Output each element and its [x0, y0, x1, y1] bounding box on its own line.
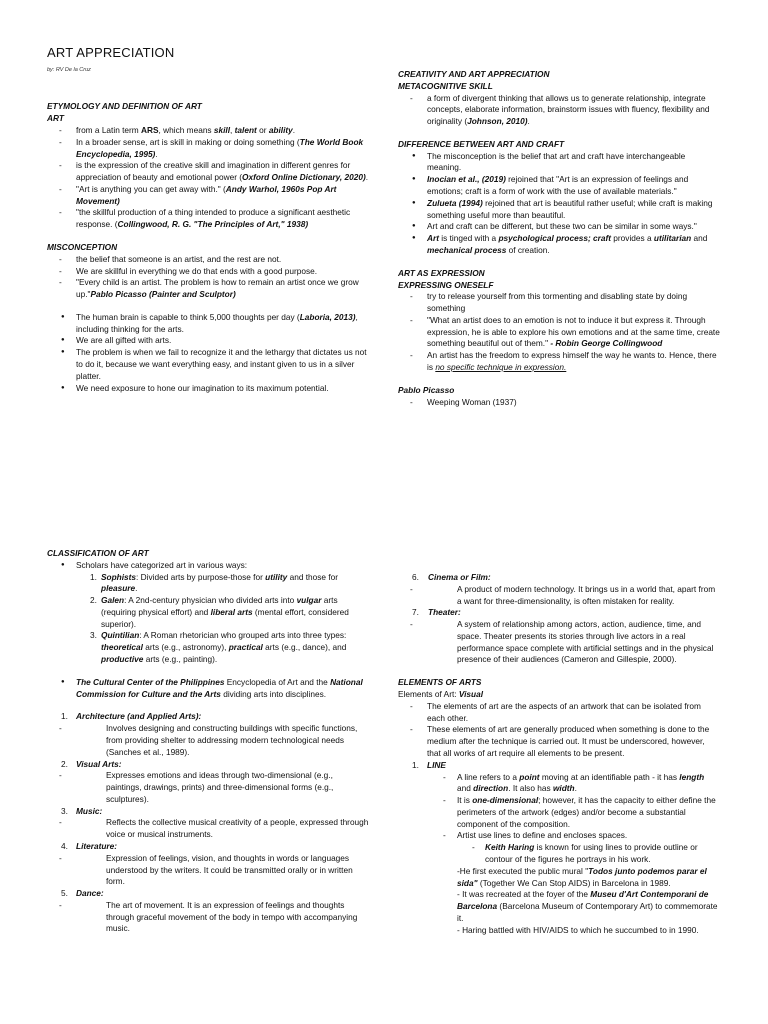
list-item: 2. Galen: A 2nd-century physician who divided arts into vulgar arts (requiring physical effort) and liberal arts (mental effort, considered superior). — [90, 595, 349, 629]
list-item: - "What an artist does to an emotion is not to induce it but express it. Through expression, he is able to explore his own emotions and at the same time, create something beautiful out of them." - Robin George Collingwood — [398, 315, 720, 350]
picasso-list — [398, 397, 720, 409]
list-item: - A line refers to a point moving at an identifiable path - it has length and direction. It also has width. — [398, 772, 720, 796]
difference-heading: DIFFERENCE BETWEEN ART AND CRAFT — [398, 138, 565, 149]
list-item: ● The human brain is capable to think 5,000 thoughts per day (Laboria, 2013), including thinking for the arts. — [47, 312, 369, 336]
discipline-music: 3. Music: - Reflects the collective musical creativity of a people, expressed through voice or musical instruments. — [47, 806, 369, 841]
list-item: - In a broader sense, art is skill in making or doing something (The World Book Encyclopedia, 1995). — [47, 137, 369, 161]
list-item: - try to release yourself from this tormenting and disabling state by doing something — [398, 291, 720, 315]
disciplines-list-continued — [398, 572, 720, 666]
right-column-bottom — [398, 572, 720, 936]
element-line-list — [398, 760, 720, 772]
list-item: - "the skillful production of a thing intended to produce a significant aesthetic response. (Collingwood, R. G. "The Principles of Art," 1938) — [47, 207, 369, 231]
right-column-top — [398, 69, 720, 408]
haring-note-1: -He first executed the public mural "Todos junto podemos parar el sida" (Together We Can Stop AIDS) in Barcelona in 1989. — [457, 865, 707, 888]
haring-list — [398, 842, 720, 866]
list-item: ● We need exposure to hone our imagination to its maximum potential. — [47, 383, 369, 395]
haring-note-2: - It was recreated at the foyer of the Museu d'Art Contemporani de Barcelona (Barcelona Museum of Contemporary Art) to commemorate it. — [457, 889, 718, 923]
byline: by: RV De la Cruz — [47, 66, 91, 73]
scholars-list — [47, 572, 369, 666]
list-item: 1. Sophists: Divided arts by purpose-those for utility and those for pleasure. — [90, 571, 339, 594]
list-item: ● We are all gifted with arts. — [47, 335, 369, 347]
classification-heading: CLASSIFICATION OF ART — [47, 548, 149, 558]
misconception-dash-list — [47, 254, 369, 301]
discipline-dance: 5. Dance: - The art of movement. It is an expression of feelings and thoughts through graceful movement of the body in tempo with accompanying music. — [47, 888, 369, 935]
list-item: - Involves designing and constructing buildings with specific functions, from providing shelter to addressing modern technological needs (Sanches et al., 1989). — [47, 723, 369, 758]
list-item: - "Art is anything you can get away with." (Andy Warhol, 1960s Pop Art Movement) — [47, 184, 369, 208]
left-column-bottom — [47, 548, 369, 935]
list-item: ● The misconception is the belief that art and craft have interchangeable meaning. — [398, 151, 720, 175]
creativity-list — [398, 93, 720, 128]
picasso-heading: Pablo Picasso — [398, 384, 455, 395]
list-item: - is the expression of the creative skill and imagination in different genres for appreciation of beauty and emotional power (Oxford Online Dictionary, 2020). — [47, 160, 369, 184]
list-item: ● Zulueta (1994) rejoined that art is beautiful rather useful; while craft is making something useful more than beautiful. — [398, 198, 720, 222]
list-item: - The elements of art are the aspects of an artwork that can be isolated from each other. — [398, 701, 720, 725]
page-title: ART APPRECIATION — [47, 45, 175, 60]
discipline-theater: 7. Theater: - A system of relationship among actors, action, audience, time, and space. Theater presents its stories through live actors in a real performance space complete with artificial settings and in the physical presence of their audiences (Cameron and Gillespie, 2000). — [398, 607, 720, 666]
elements-heading: ELEMENTS OF ARTS — [398, 677, 482, 688]
list-item: - Expression of feelings, vision, and thoughts in words or languages understood by the writers. It could be transmitted orally or in written form. — [47, 853, 369, 888]
expressing-oneself-subheading: EXPRESSING ONESELF — [398, 279, 494, 290]
discipline-visual-arts: 2. Visual Arts: - Expresses emotions and ideas through two-dimensional (e.g., paintings, drawings, prints) and three-dimensional forms (e.g., sculptures). — [47, 759, 369, 806]
disciplines-list — [47, 711, 369, 935]
misconception-bullet-list — [47, 312, 369, 394]
art-subheading: ART — [47, 113, 64, 124]
discipline-architecture: 1. Architecture (and Applied Arts): - Involves designing and constructing buildings with specific functions, from providing shelter to addressing modern technological needs (Sanches et al., 1989). — [47, 711, 369, 758]
list-item: ● Art and craft can be different, but these two can be similar in some ways." — [398, 221, 720, 233]
list-item: ● Scholars have categorized art in various ways: — [47, 560, 369, 572]
element-line: 1. LINE — [412, 759, 446, 770]
list-item: - A system of relationship among actors, action, audience, time, and space. Theater presents its stories through live actors in a real performance space complete with artificial settings and in the physical presence of their audiences (Cameron and Gillespie, 2000). — [398, 619, 720, 666]
etymology-heading: ETYMOLOGY AND DEFINITION OF ART — [47, 101, 202, 112]
list-item: - Expresses emotions and ideas through two-dimensional (e.g., paintings, drawings, prints) and three-dimensional forms (e.g., sculptures). — [47, 770, 369, 805]
haring-note-3: - Haring battled with HIV/AIDS to which he succumbed to in 1990. — [457, 924, 699, 935]
list-item: - Reflects the collective musical creativity of a people, expressed through voice or musical instruments. — [47, 817, 369, 841]
line-details-list — [398, 772, 720, 843]
list-item: - the belief that someone is an artist, and the rest are not. — [47, 254, 369, 266]
elements-list — [398, 701, 720, 760]
classification-intro-list — [47, 560, 369, 572]
etymology-list — [47, 125, 369, 231]
list-item: - Weeping Woman (1937) — [398, 397, 720, 409]
list-item: - "Every child is an artist. The problem is how to remain an artist once we grow up."Pablo Picasso (Painter and Sculptor) — [47, 277, 369, 301]
list-item: ● Inocian et al., (2019) rejoined that "Art is an expression of feelings and emotions; craft is a form of work with the use of available materials." — [398, 174, 720, 198]
discipline-cinema: 6. Cinema or Film: - A product of modern technology. It brings us in a world that, apart from a want for three-dimensionality, is often mistaken for reality. — [398, 572, 720, 607]
list-item: ● Art is tinged with a psychological process; craft provides a utilitarian and mechanical process of creation. — [398, 233, 720, 257]
list-item: ● The problem is when we fail to recognize it and the lethargy that dictates us not to do it, because we want everything easy, and instant given to us in a silver platter. — [47, 347, 369, 382]
list-item: - Artist use lines to define and encloses spaces. — [398, 830, 720, 842]
list-item: - a form of divergent thinking that allows us to generate relationship, integrate concepts, elaborate information, brainstorm issues with fluency, flexibility and originality (Johnson, 2010). — [398, 93, 720, 128]
list-item: - The art of movement. It is an expression of feelings and thoughts through graceful movement of the body in tempo with accompanying music. — [47, 900, 369, 935]
list-item: - Keith Haring is known for using lines to provide outline or contour of the figures he portrays in his work. — [398, 842, 720, 866]
list-item: - A product of modern technology. It brings us in a world that, apart from a want for three-dimensionality, is often mistaken for reality. — [398, 584, 720, 608]
misconception-heading: MISCONCEPTION — [47, 241, 118, 252]
expression-list — [398, 291, 720, 373]
list-item: - It is one-dimensional; however, it has the capacity to either define the perimeters of the artwork (edges) and/or become a substantial component of the composition. — [398, 795, 720, 830]
creativity-heading: CREATIVITY AND ART APPRECIATION — [398, 69, 550, 79]
difference-list — [398, 151, 720, 257]
list-item: ● The Cultural Center of the Philippines Encyclopedia of Art and the National Commission for Culture and the Arts dividing arts into disciplines. — [47, 677, 369, 701]
list-item: - from a Latin term ARS, which means skill, talent or ability. — [47, 125, 369, 137]
list-item: - We are skillful in everything we do that ends with a good purpose. — [47, 266, 369, 278]
expression-heading: ART AS EXPRESSION — [398, 267, 485, 278]
elements-subheading: Elements of Art: Visual — [398, 689, 484, 700]
discipline-literature: 4. Literature: - Expression of feelings, vision, and thoughts in words or languages understood by the writers. It could be transmitted orally or in written form. — [47, 841, 369, 888]
left-column-top — [47, 45, 369, 394]
metacognitive-subheading: METACOGNITIVE SKILL — [398, 80, 493, 91]
list-item: - An artist has the freedom to express himself the way he wants to. Hence, there is no specific technique in expression. — [398, 350, 720, 374]
list-item: 3. Quintilian: A Roman rhetorician who grouped arts into three types: theoretical arts (e.g., astronomy), practical arts (e.g., dance), and productive arts (e.g., painting). — [90, 630, 347, 665]
list-item: - These elements of art are generally produced when something is done to the medium after the technique is carried out. It must be underscored, however, that all works of art require all elements to be present. — [398, 724, 720, 759]
ccp-list — [47, 677, 369, 701]
